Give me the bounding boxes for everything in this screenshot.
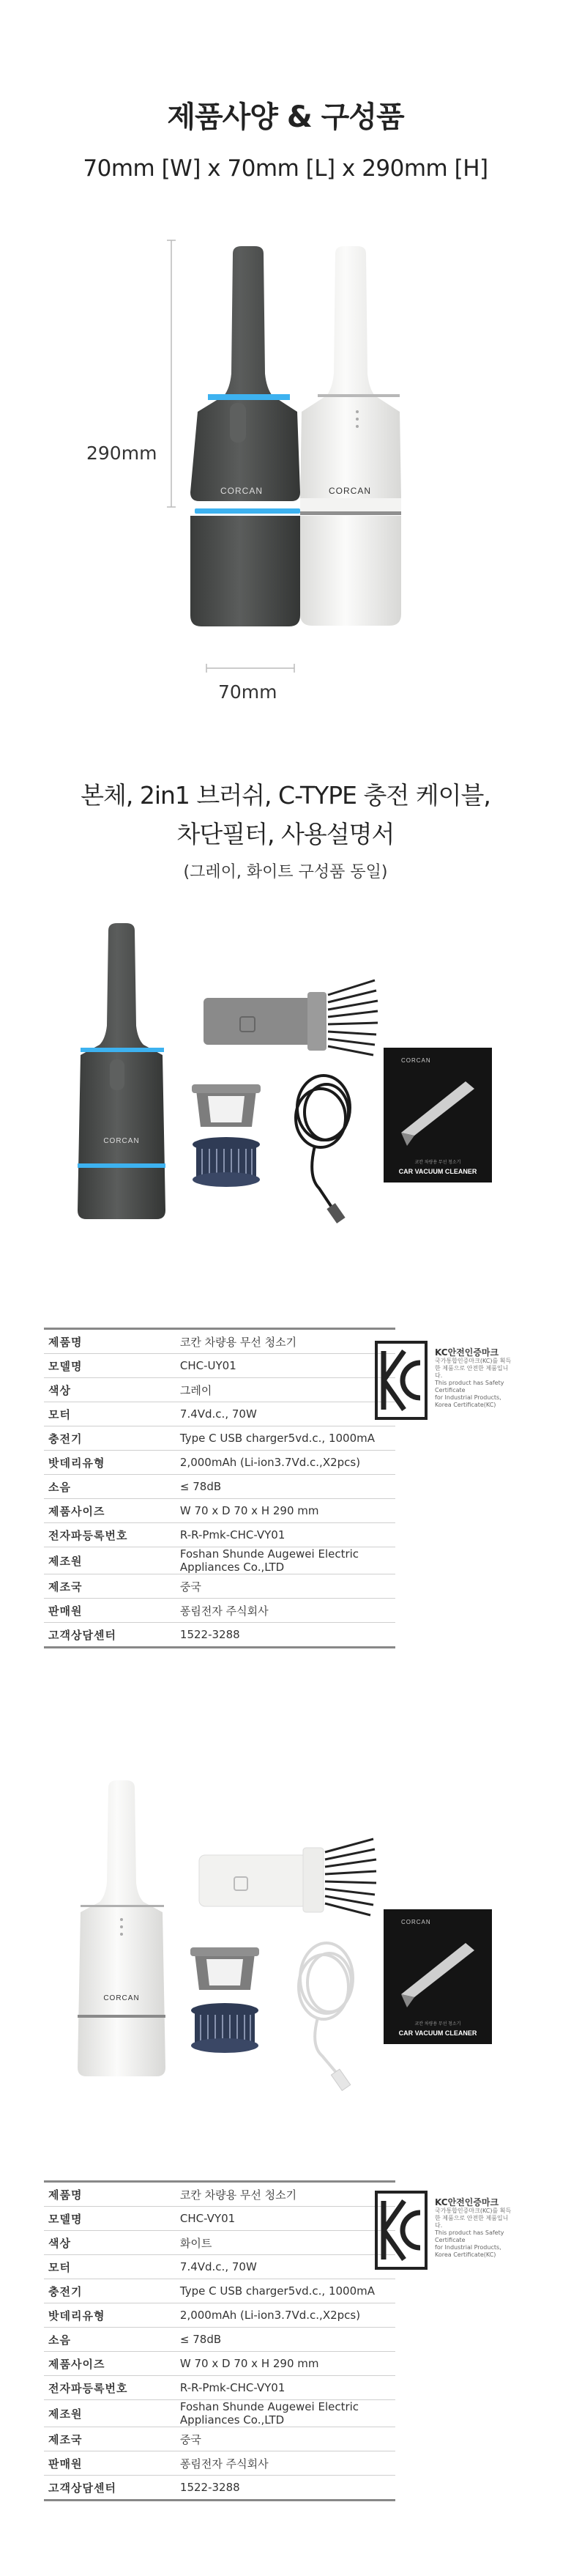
gray-vacuum bbox=[190, 246, 300, 626]
height-label: 290mm bbox=[86, 443, 157, 464]
spec-label: 밧데리유형 bbox=[48, 2309, 105, 2323]
spec-label: 판매원 bbox=[48, 2457, 83, 2470]
gray-brand-text: CORCAN bbox=[220, 486, 264, 496]
spec-row bbox=[44, 1547, 395, 1574]
kc-text-en-2: for Industrial Products, bbox=[435, 2244, 501, 2251]
spec-value: 7.4Vd.c., 70W bbox=[179, 1407, 257, 1421]
spec-label: 모델명 bbox=[48, 2212, 83, 2226]
spec-row bbox=[44, 1523, 395, 1547]
spec-row bbox=[44, 1499, 395, 1523]
spec-row bbox=[44, 2207, 395, 2231]
spec-value: Type C USB charger5vd.c., 1000mA bbox=[179, 2284, 376, 2298]
components-note: (그레이, 화이트 구성품 동일) bbox=[183, 863, 388, 881]
spec-value: 2,000mAh (Li-ion3.7Vd.c.,X2pcs) bbox=[179, 2309, 361, 2322]
spec-value: 중국 bbox=[179, 2432, 201, 2446]
kc-certification-gray bbox=[375, 1341, 521, 1429]
hepa-filter-gray bbox=[193, 1137, 260, 1187]
spec-row bbox=[44, 2328, 395, 2352]
spec-value: R-R-Pmk-CHC-VY01 bbox=[179, 1528, 286, 1541]
kc-mark-icon bbox=[375, 2191, 428, 2270]
spec-value: 7.4Vd.c., 70W bbox=[179, 2260, 257, 2273]
svg-text:CAR VACUUM CLEANER: CAR VACUUM CLEANER bbox=[398, 2029, 477, 2037]
spec-label: 색상 bbox=[48, 1383, 71, 1397]
filter-white bbox=[190, 1947, 259, 1990]
spec-row bbox=[44, 2376, 395, 2400]
spec-table-white bbox=[44, 2180, 395, 2501]
components-line-1: 본체, 2in1 브러쉬, C-TYPE 충전 케이블, bbox=[81, 781, 490, 810]
spec-value: 퐁림전자 주식회사 bbox=[179, 2457, 269, 2470]
spec-row bbox=[44, 2279, 395, 2303]
brush-attachment-white bbox=[199, 1839, 376, 1915]
kc-text-en-1: This product has Safety Certificate bbox=[435, 2229, 504, 2243]
spec-row bbox=[44, 1426, 395, 1451]
spec-value: Foshan Shunde Augewei Electric Appliances Co.,LTD bbox=[179, 2400, 359, 2427]
svg-text:CORCAN: CORCAN bbox=[401, 1919, 431, 1925]
spec-row bbox=[44, 2476, 395, 2501]
svg-text:CORCAN: CORCAN bbox=[103, 1994, 140, 2002]
spec-row bbox=[44, 2400, 395, 2427]
kc-text-en-2: for Industrial Products, bbox=[435, 1394, 501, 1401]
spec-value: W 70 x D 70 x H 290 mm bbox=[179, 2357, 319, 2370]
spec-row bbox=[44, 1451, 395, 1475]
hepa-filter-white bbox=[191, 2003, 258, 2053]
usb-c-cable-black bbox=[296, 1076, 350, 1224]
spec-label: 밧데리유형 bbox=[48, 1456, 105, 1470]
spec-label: 색상 bbox=[48, 2236, 71, 2250]
svg-text:코칸 차량용 무선 청소기: 코칸 차량용 무선 청소기 bbox=[414, 2022, 461, 2027]
spec-row bbox=[44, 2451, 395, 2476]
spec-row bbox=[44, 1623, 395, 1648]
spec-row bbox=[44, 1329, 395, 1354]
spec-label: 고객상담센터 bbox=[48, 1628, 116, 1642]
kc-text-en-3: Korea Certificate(KC) bbox=[435, 1402, 496, 1408]
kc-title: KC안전인증마크 bbox=[435, 2197, 499, 2207]
spec-row bbox=[44, 1354, 395, 1378]
spec-label: 소음 bbox=[48, 1480, 71, 1494]
spec-label: 제조국 bbox=[48, 2432, 83, 2446]
white-brand-text: CORCAN bbox=[328, 486, 372, 496]
spec-row bbox=[44, 2352, 395, 2376]
gray-components-illustration bbox=[0, 916, 571, 1231]
dimensions-text: 70mm [W] x 70mm [L] x 290mm [H] bbox=[83, 155, 488, 182]
kc-text-en-3: Korea Certificate(KC) bbox=[435, 2251, 496, 2258]
spec-value: 코칸 차량용 무선 청소기 bbox=[179, 1335, 297, 1349]
filter-gray bbox=[192, 1084, 261, 1127]
spec-label: 충전기 bbox=[48, 1432, 83, 1446]
spec-label: 제조원 bbox=[48, 2407, 83, 2421]
spec-title: 제품사양 & 구성품 bbox=[167, 100, 404, 134]
spec-row bbox=[44, 1378, 395, 1402]
manual-booklet-gray bbox=[384, 1048, 492, 1182]
spec-label: 전자파등록번호 bbox=[48, 2381, 128, 2395]
kc-title: KC안전인증마크 bbox=[435, 1347, 499, 1358]
spec-row bbox=[44, 2182, 395, 2207]
usb-c-cable-white bbox=[299, 1943, 353, 2090]
kc-text-ko: 국가통합인증마크(KC)를 획득한 제품으로 안전한 제품입니다. bbox=[435, 2207, 512, 2229]
spec-value: 퐁림전자 주식회사 bbox=[179, 1604, 269, 1618]
spec-value: 1522-3288 bbox=[179, 2481, 240, 2494]
spec-label: 모터 bbox=[48, 1407, 71, 1421]
spec-table-gray bbox=[44, 1328, 395, 1648]
svg-text:코칸 차량용 무선 청소기: 코칸 차량용 무선 청소기 bbox=[414, 1161, 461, 1165]
spec-row bbox=[44, 1402, 395, 1426]
svg-text:CAR VACUUM CLEANER: CAR VACUUM CLEANER bbox=[398, 1168, 477, 1175]
spec-row bbox=[44, 2303, 395, 2328]
width-label: 70mm bbox=[218, 681, 277, 703]
white-vacuum bbox=[300, 246, 401, 626]
gray-vacuum-full bbox=[78, 923, 165, 1219]
brush-attachment-gray bbox=[204, 980, 378, 1055]
white-components-illustration bbox=[0, 1773, 571, 2125]
kc-mark-icon bbox=[375, 1341, 428, 1420]
spec-value: 2,000mAh (Li-ion3.7Vd.c.,X2pcs) bbox=[179, 1456, 361, 1469]
spec-label: 모델명 bbox=[48, 1359, 83, 1373]
manual-booklet-white bbox=[384, 1909, 492, 2044]
spec-row bbox=[44, 1574, 395, 1599]
spec-row bbox=[44, 2427, 395, 2451]
height-dimension-line bbox=[167, 240, 176, 507]
spec-value: R-R-Pmk-CHC-VY01 bbox=[179, 2381, 286, 2394]
kc-text-en-1: This product has Safety Certificate bbox=[435, 1380, 504, 1394]
svg-text:CORCAN: CORCAN bbox=[103, 1137, 140, 1145]
spec-value: 1522-3288 bbox=[179, 1628, 240, 1641]
spec-label: 전자파등록번호 bbox=[48, 1528, 128, 1542]
spec-label: 고객상담센터 bbox=[48, 2481, 116, 2495]
spec-row bbox=[44, 1599, 395, 1623]
spec-label: 소음 bbox=[48, 2333, 71, 2347]
spec-label: 제품명 bbox=[48, 1335, 83, 1349]
spec-value: Foshan Shunde Augewei Electric Appliances Co.,LTD bbox=[179, 1547, 359, 1574]
width-dimension-line bbox=[206, 664, 294, 673]
spec-label: 제품사이즈 bbox=[48, 1504, 105, 1518]
product-dimension-illustration bbox=[0, 220, 571, 689]
spec-value: ≤ 78dB bbox=[179, 2333, 222, 2346]
spec-value: CHC-UY01 bbox=[179, 1359, 236, 1372]
spec-row bbox=[44, 2231, 395, 2255]
components-line-2: 차단필터, 사용설명서 bbox=[176, 820, 395, 848]
spec-value: CHC-VY01 bbox=[179, 2212, 236, 2225]
spec-row bbox=[44, 2255, 395, 2279]
spec-label: 제조국 bbox=[48, 1580, 83, 1594]
spec-label: 판매원 bbox=[48, 1604, 83, 1618]
spec-label: 충전기 bbox=[48, 2284, 83, 2298]
kc-certification-white bbox=[375, 2191, 521, 2279]
spec-value: 코칸 차량용 무선 청소기 bbox=[179, 2188, 297, 2202]
white-vacuum-full bbox=[78, 1780, 165, 2076]
spec-value: 중국 bbox=[179, 1580, 201, 1594]
manual-brand-text: CORCAN bbox=[401, 1057, 431, 1064]
spec-label: 제조원 bbox=[48, 1554, 83, 1568]
spec-value: Type C USB charger5vd.c., 1000mA bbox=[179, 1432, 376, 1445]
spec-label: 제품사이즈 bbox=[48, 2357, 105, 2371]
spec-value: 그레이 bbox=[179, 1383, 212, 1397]
spec-value: 화이트 bbox=[179, 2236, 212, 2250]
kc-text-ko: 국가통합인증마크(KC)를 획득한 제품으로 안전한 제품입니다. bbox=[435, 1358, 512, 1379]
spec-value: ≤ 78dB bbox=[179, 1480, 222, 1493]
spec-value: W 70 x D 70 x H 290 mm bbox=[179, 1504, 319, 1517]
spec-row bbox=[44, 1475, 395, 1499]
spec-label: 모터 bbox=[48, 2260, 71, 2274]
spec-label: 제품명 bbox=[48, 2188, 83, 2202]
